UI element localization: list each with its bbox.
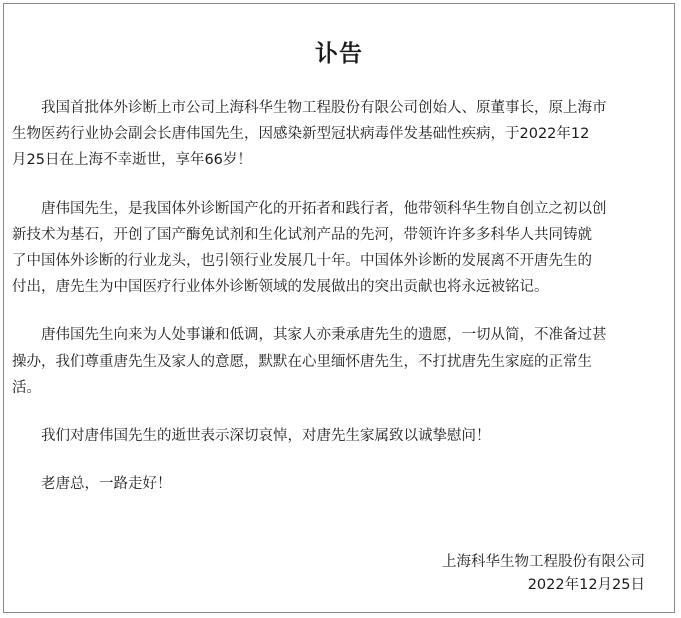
text-line: 唐伟国先生，是我国体外诊断国产化的开拓者和践行者，他带领科华生物自创立之初以创: [41, 200, 607, 217]
text-line: 操办，我们尊重唐先生及家人的意愿，默默在心里缅怀唐先生，不打扰唐先生家庭的正常生: [12, 353, 592, 370]
text-line: 付出，唐先生为中国医疗行业体外诊断领域的发展做出的突出贡献也将永远被铭记。: [12, 279, 549, 296]
notice-title: 讣告: [315, 41, 363, 67]
notice-body: [12, 95, 681, 519]
signature-date: 2022年12月25日: [527, 577, 645, 593]
text-line: 我们对唐伟国先生的逝世表示深切哀悼，对唐先生家属致以诚挚慰问！: [41, 427, 491, 444]
paragraph-contributions: [12, 196, 681, 301]
text-line: 新技术为基石，开创了国产酶免试剂和生化试剂产品的先河，带领许许多多科华人共同铸就: [12, 226, 592, 243]
paragraph-family-wishes: [12, 322, 681, 401]
text-line: 了中国体外诊断的行业龙头，也引领行业发展几十年。中国体外诊断的发展离不开唐先生的: [12, 252, 592, 269]
text-line: 活。: [12, 379, 41, 396]
paragraph-announcement: [12, 95, 681, 174]
signature-block: [442, 551, 645, 597]
paragraph-farewell: [41, 471, 681, 497]
text-line: 唐伟国先生向来为人处事谦和低调，其家人亦秉承唐先生的遗愿，一切从简，不准备过甚: [41, 327, 607, 344]
notice-frame: [3, 3, 675, 613]
text-line: 我国首批体外诊断上市公司上海科华生物工程股份有限公司创始人、原董事长，原上海市: [41, 100, 607, 116]
paragraph-condolences: [41, 423, 681, 449]
text-line: 生物医药行业协会副会长唐伟国先生，因感染新型冠状病毒伴发基础性疾病，于2022年12: [12, 126, 590, 143]
signature-organization: 上海科华生物工程股份有限公司: [442, 554, 645, 570]
text-line: 月25日在上海不幸逝世，享年66岁！: [12, 152, 252, 169]
text-line: 老唐总，一路走好！: [41, 476, 172, 493]
